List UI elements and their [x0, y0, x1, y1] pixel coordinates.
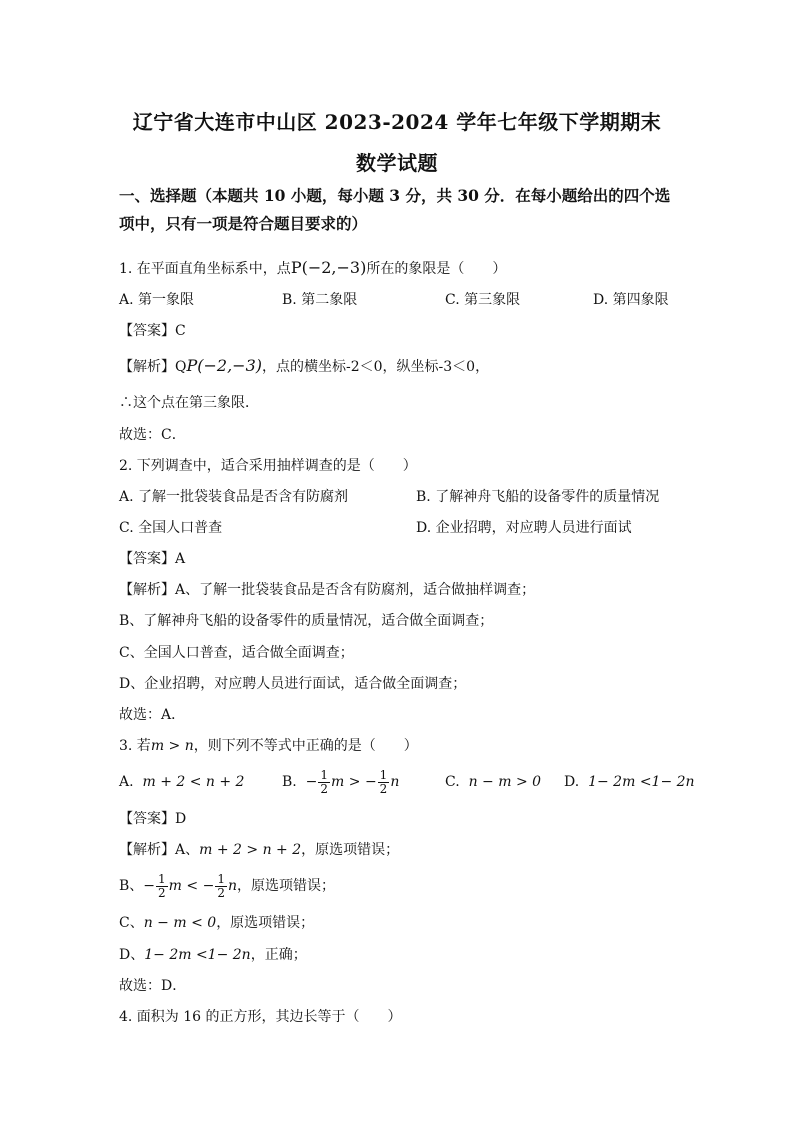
- q3-an1-expr: m + 2 > n + 2: [199, 842, 302, 858]
- q3-an4-expr: 1− 2m <1− 2n: [144, 947, 251, 963]
- q3-stem-tail: ，则下列不等式中正确的是（ ）: [193, 738, 418, 754]
- q3-option-d-expr: 1− 2m <1− 2n: [588, 774, 695, 790]
- q3-an4-text: ，正确；: [250, 947, 307, 963]
- q1-answer: 【答案】C: [119, 323, 186, 339]
- section-heading-line2: 项中，只有一项是符合题目要求的）: [119, 214, 368, 233]
- frac-denominator: 2: [158, 885, 166, 900]
- q2-analysis-line4: D、企业招聘，对应聘人员进行面试，适合做全面调查；: [119, 676, 467, 692]
- q3-an1-text: ，原选项错误；: [301, 842, 400, 858]
- q3-option-b: [282, 762, 399, 802]
- q3-option-c-label: C.: [445, 774, 460, 790]
- frac-numerator: 1: [320, 767, 329, 782]
- q3-option-b-label: B.: [282, 774, 297, 790]
- q3-option-c-expr: n − m > 0: [468, 774, 542, 790]
- q3-an2-frac1: [156, 873, 168, 900]
- q1-choice: 故选：C．: [119, 427, 186, 443]
- q3-condition: m > n: [150, 738, 194, 754]
- q3-option-b-minus: −: [305, 774, 318, 790]
- q1-option-d: D. 第四象限: [593, 292, 669, 308]
- q1-option-a: A. 第一象限: [119, 292, 195, 308]
- q3-choice: 故选：D．: [119, 978, 187, 994]
- q3-an3-text: ，原选项错误；: [216, 915, 315, 931]
- q3-an1-label: 【解析】A、: [119, 842, 200, 858]
- q3-stem-text: 3. 若: [119, 738, 151, 754]
- frac-denominator: 2: [217, 885, 225, 900]
- section-heading: [119, 182, 679, 238]
- q3-option-d: [564, 772, 695, 792]
- q3-an3-label: C、: [119, 915, 144, 931]
- q3-option-a: [119, 772, 244, 792]
- q3-option-d-label: D.: [564, 774, 580, 790]
- frac-denominator: 2: [320, 781, 329, 796]
- q3-an2-frac2: [215, 873, 227, 900]
- q3-analysis-line2: [119, 866, 335, 906]
- section-heading-line1: 一、选择题（本题共 10 小题，每小题 3 分，共 30 分．在每小题给出的四个选: [119, 186, 671, 205]
- q2-analysis-line2: B、了解神舟飞船的设备零件的质量情况，适合做全面调查；: [119, 613, 494, 629]
- q3-an2-minus: −: [143, 878, 156, 894]
- q2-analysis-line1: 【解析】A、了解一批袋装食品是否含有防腐剂，适合做抽样调查；: [119, 582, 536, 598]
- q1-stem: [119, 258, 506, 279]
- doc-title-line1: 辽宁省大连市中山区 2023-2024 学年七年级下学期期末: [132, 110, 662, 134]
- q3-an3-expr: n − m < 0: [143, 915, 217, 931]
- doc-title-line2: 数学试题: [356, 151, 438, 175]
- q1-point: P(−2,−3): [290, 258, 367, 277]
- q3-option-b-frac2: [378, 769, 390, 796]
- frac-numerator: 1: [379, 767, 388, 782]
- q3-an2-end: n: [227, 878, 237, 894]
- q2-option-c: C. 全国人口普查: [119, 520, 223, 536]
- q3-stem: [119, 736, 418, 756]
- q1-option-b: B. 第二象限: [282, 292, 358, 308]
- q3-an2-mid: m < −: [168, 878, 215, 894]
- q2-analysis-line3: C、全国人口普查，适合做全面调查；: [119, 645, 354, 661]
- q3-analysis-line4: [119, 945, 307, 965]
- q3-option-a-expr: m + 2 < n + 2: [142, 774, 245, 790]
- q4-stem: 4. 面积为 16 的正方形，其边长等于（ ）: [119, 1009, 402, 1025]
- q1-stem-text: 1. 在平面直角坐标系中，点: [119, 261, 291, 277]
- q2-option-b: B. 了解神舟飞船的设备零件的质量情况: [416, 489, 660, 505]
- q1-analysis: [119, 356, 489, 377]
- q3-an2-label: B、: [119, 878, 144, 894]
- q2-option-a: A. 了解一批袋装食品是否含有防腐剂: [119, 489, 349, 505]
- q2-option-d: D. 企业招聘，对应聘人员进行面试: [416, 520, 632, 536]
- q1-analysis-label: 【解析】Q: [119, 359, 187, 375]
- q2-answer: 【答案】A: [119, 551, 186, 567]
- frac-numerator: 1: [217, 871, 225, 886]
- q1-conclusion: ∴这个点在第三象限．: [119, 395, 259, 411]
- q1-analysis-point: P(−2,−3): [186, 356, 262, 375]
- q1-analysis-text: ，点的横坐标-2＜0，纵坐标-3＜0，: [262, 359, 490, 375]
- q1-option-c: C. 第三象限: [445, 292, 521, 308]
- q3-option-b-mid: m > −: [331, 774, 377, 790]
- q3-an2-text: ，原选项错误；: [236, 878, 335, 894]
- q3-analysis-line1: [119, 840, 399, 860]
- q3-option-b-frac1: [318, 769, 330, 796]
- q2-choice: 故选：A．: [119, 707, 186, 723]
- q3-answer: 【答案】D: [119, 811, 187, 827]
- frac-denominator: 2: [379, 781, 388, 796]
- q2-stem: 2. 下列调查中，适合采用抽样调查的是（ ）: [119, 458, 417, 474]
- frac-numerator: 1: [158, 871, 166, 886]
- q3-option-a-label: A.: [119, 774, 134, 790]
- q3-option-b-end: n: [390, 774, 400, 790]
- q1-stem-tail: 所在的象限是（ ）: [366, 261, 507, 277]
- q3-option-c: [445, 772, 541, 792]
- q3-analysis-line3: [119, 913, 314, 933]
- q3-an4-label: D、: [119, 947, 145, 963]
